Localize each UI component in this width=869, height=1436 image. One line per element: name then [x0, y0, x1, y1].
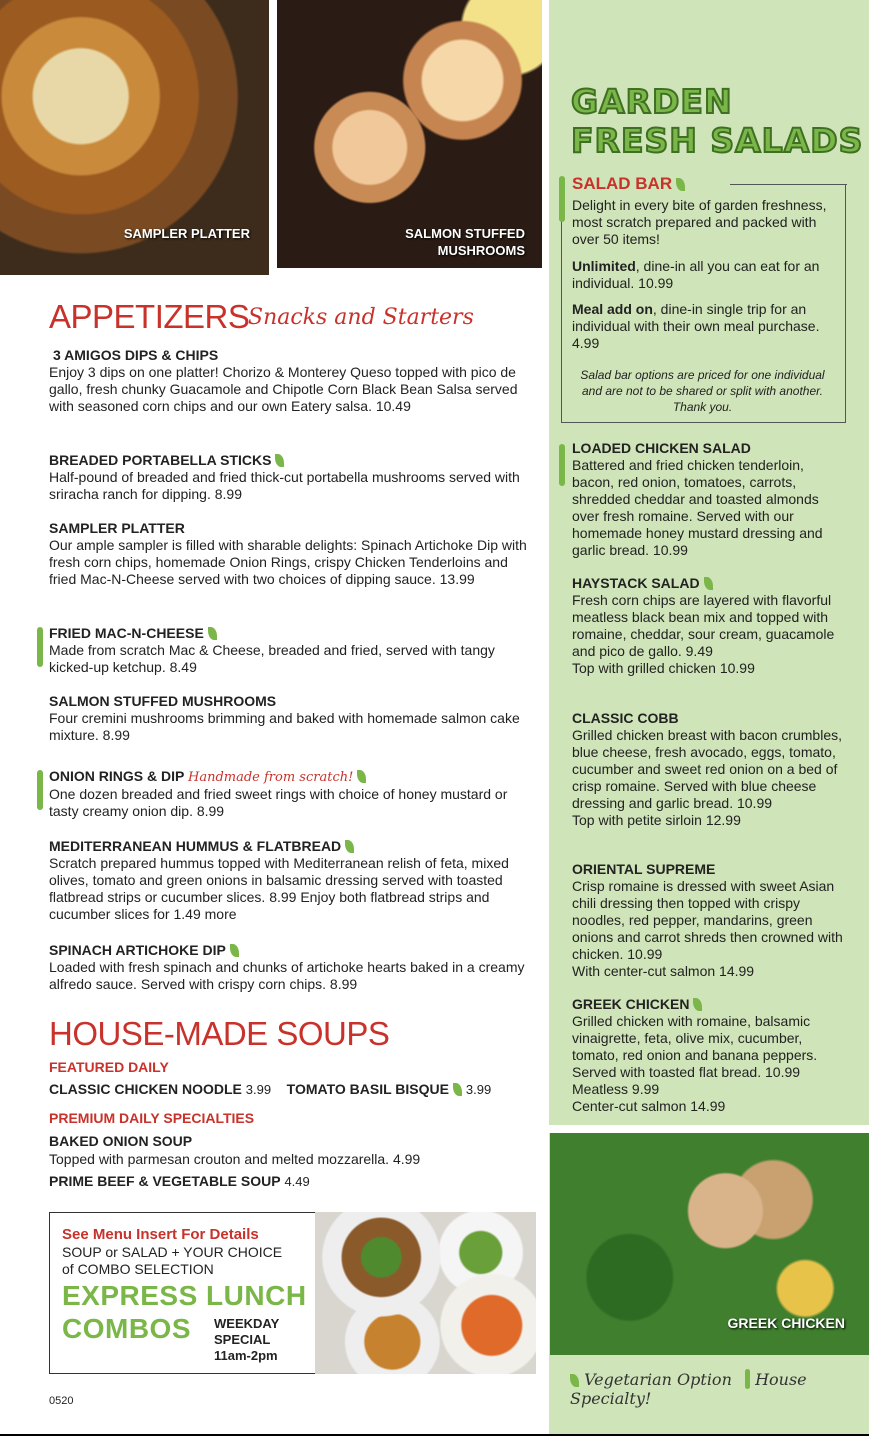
soup-desc: Topped with parmesan crouton and melted mozzarella. 4.99 [49, 1151, 421, 1167]
vegetarian-leaf-icon [676, 178, 685, 191]
item-desc: Grilled chicken breast with bacon crumbles, blue cheese, fresh avocado, eggs, tomato, cucumber and sweet red onion on a bed of crisp romaine. Served with blue cheese dressing and garlic bread. 10.99 [572, 727, 843, 811]
item-name: 3 AMIGOS DIPS & CHIPS [53, 347, 219, 363]
menu-item [49, 838, 529, 923]
house-specialty-fork-icon [745, 1369, 750, 1389]
featured-soups [49, 1081, 539, 1097]
greek-chicken-photo [550, 1133, 869, 1355]
salad-item [572, 575, 847, 677]
vegetarian-leaf-icon [345, 840, 354, 853]
item-desc: Crisp romaine is dressed with sweet Asian chili dressing then topped with crispy noodles, red pepper, mandarins, green onions and carrot shreds then crowned with chicken. 10.99 [572, 878, 843, 962]
soup-price: 4.49 [284, 1174, 310, 1189]
soup-name: PRIME BEEF & VEGETABLE SOUP [49, 1173, 281, 1189]
label: Unlimited [572, 258, 636, 274]
combo-insert: See Menu Insert For Details [62, 1226, 259, 1243]
item-name: HAYSTACK SALAD [572, 575, 700, 591]
soups-title: HOUSE-MADE SOUPS [49, 1015, 390, 1052]
vegetarian-leaf-icon [693, 998, 702, 1011]
divider [549, 1125, 869, 1133]
appetizers-subtitle: Snacks and Starters [248, 305, 474, 330]
item-desc: One dozen breaded and fried sweet rings with choice of honey mustard or tasty creamy onion dip. 8.99 [49, 786, 508, 819]
vegetarian-leaf-icon [570, 1374, 579, 1387]
item-desc: Delight in every bite of garden freshness, most scratch prepared and packed with over 50 items! [572, 197, 827, 247]
item-desc: Loaded with fresh spinach and chunks of artichoke hearts baked in a creamy alfredo sauce. Served with crispy corn chips. 8.99 [49, 959, 525, 992]
item-name: LOADED CHICKEN SALAD [572, 440, 751, 456]
vegetarian-leaf-icon [208, 627, 217, 640]
menu-item [49, 625, 529, 676]
salad-bar-title [572, 175, 847, 192]
house-specialty-fork-icon [37, 770, 43, 810]
photo-caption: SAMPLER PLATTER [123, 226, 250, 241]
combo-photo [315, 1212, 536, 1374]
legend-house: House Specialty! [570, 1370, 807, 1408]
weekday-line: WEEKDAY [214, 1316, 280, 1331]
item-desc [572, 301, 837, 352]
soup-price: 3.99 [465, 1082, 492, 1097]
menu-item [49, 347, 529, 415]
combo-line: SOUP or SALAD + YOUR CHOICE [62, 1244, 283, 1260]
item-extra: With center-cut salmon 14.99 [572, 963, 755, 979]
sampler-platter-photo [0, 0, 269, 275]
soup-name: CLASSIC CHICKEN NOODLE [49, 1081, 242, 1097]
house-specialty-fork-icon [37, 627, 43, 667]
salad-item [572, 710, 847, 829]
item-extra: Top with petite sirloin 12.99 [572, 812, 741, 828]
item-name: FRIED MAC-N-CHEESE [49, 625, 204, 641]
menu-code: 0520 [49, 1395, 74, 1407]
salads-title: GARDEN [571, 82, 733, 121]
desc: , dine-in all you can eat for an individual. 10.99 [572, 258, 820, 291]
menu-item [49, 942, 529, 993]
item-desc: Grilled chicken with romaine, balsamic vinaigrette, feta, olive mix, cucumber, tomato, red onion and banana peppers. Served with toasted flat bread. 10.99 Meatless 9.99 [572, 1013, 818, 1097]
appetizers-title: APPETIZERS [49, 298, 250, 335]
salad-item [572, 996, 847, 1115]
menu-item [49, 520, 529, 588]
item-name: ONION RINGS & DIP [49, 768, 185, 784]
featured-daily-label: FEATURED DAILY [49, 1059, 169, 1075]
vegetarian-leaf-icon [275, 454, 284, 467]
desc: , dine-in single trip for an individual with their own meal purchase. 4.99 [572, 301, 820, 351]
salad-item [572, 440, 847, 559]
item-name: MEDITERRANEAN HUMMUS & FLATBREAD [49, 838, 342, 854]
photo-caption: SALMON STUFFED [405, 226, 525, 241]
combo-heading: COMBOS [62, 1313, 191, 1344]
vegetarian-leaf-icon [357, 770, 366, 783]
photo-caption: GREEK CHICKEN [727, 1315, 845, 1331]
item-desc: Scratch prepared hummus topped with Mediterranean relish of feta, mixed olives, tomato and green onions in balsamic dressing served with toasted flatbread strips or cucumber slices. 8.99 Enjoy both flatbread strips and cucumber slices for 1.49 more [49, 855, 509, 922]
label: Meal add on [572, 301, 653, 317]
combo-line: of COMBO SELECTION [62, 1261, 214, 1277]
item-name: SPINACH ARTICHOKE DIP [49, 942, 226, 958]
item-desc: Four cremini mushrooms brimming and baked with homemade salmon cake mixture. 8.99 [49, 710, 520, 743]
menu-item [49, 693, 529, 744]
photo-caption: MUSHROOMS [437, 243, 525, 258]
item-name: ORIENTAL SUPREME [572, 861, 716, 877]
item-desc: Half-pound of breaded and fried thick-cut portabella mushrooms served with sriracha ranch for dipping. 8.99 [49, 469, 520, 502]
soup-name: BAKED ONION SOUP [49, 1133, 193, 1149]
salad-item [572, 861, 852, 980]
weekday-line: SPECIAL [214, 1332, 271, 1347]
handmade-note: Handmade from scratch! [187, 770, 354, 785]
salad-bar-note: Salad bar options are priced for one individual and are not to be shared or split with another. Thank you. [580, 368, 825, 414]
item-desc: Made from scratch Mac & Cheese, breaded and fried, served with tangy kicked-up ketchup. 8.49 [49, 642, 495, 675]
item-desc: Enjoy 3 dips on one platter! Chorizo & Monterey Queso topped with pico de gallo, fresh chunky Guacamole and Chipotle Corn Black Bean Salsa served with seasoned corn chips and our own Eatery salsa. 10.49 [49, 364, 518, 414]
item-name: GREEK CHICKEN [572, 996, 690, 1012]
house-specialty-fork-icon [559, 176, 565, 222]
vegetarian-leaf-icon [453, 1083, 462, 1096]
vegetarian-leaf-icon [704, 577, 713, 590]
soup-line [49, 1173, 310, 1189]
item-name: CLASSIC COBB [572, 710, 679, 726]
salmon-mushrooms-photo [277, 0, 542, 268]
legend [570, 1369, 869, 1408]
item-name: SALAD BAR [572, 174, 673, 193]
item-desc: Our ample sampler is filled with sharable delights: Spinach Artichoke Dip with fresh corn chips, homemade Onion Rings, crispy Chicken Tenderloins and fried Mac-N-Cheese served with two choices of dipping sauce. 13.99 [49, 537, 527, 587]
house-specialty-fork-icon [559, 444, 565, 486]
item-name: BREADED PORTABELLA STICKS [49, 452, 272, 468]
item-desc: Fresh corn chips are layered with flavorful meatless black bean mix and topped with romaine, cheddar, sour cream, guacamole and pico de gallo. 9.49 [572, 592, 835, 659]
item-name: SAMPLER PLATTER [49, 520, 185, 536]
menu-item [49, 452, 529, 503]
premium-label: PREMIUM DAILY SPECIALTIES [49, 1110, 255, 1126]
legend-veg: Vegetarian Option [584, 1370, 732, 1389]
item-desc [572, 258, 837, 292]
weekday-line: 11am-2pm [214, 1348, 278, 1363]
soup-price: 3.99 [245, 1082, 272, 1097]
item-name: SALMON STUFFED MUSHROOMS [49, 693, 277, 709]
combo-heading: EXPRESS LUNCH [62, 1280, 307, 1311]
item-extra: Top with grilled chicken 10.99 [572, 660, 755, 676]
vegetarian-leaf-icon [230, 944, 239, 957]
menu-item [49, 768, 529, 820]
weekday-special [214, 1316, 279, 1364]
item-extra: Center-cut salmon 14.99 [572, 1098, 726, 1114]
soup-name: TOMATO BASIL BISQUE [286, 1081, 449, 1097]
item-desc: Battered and fried chicken tenderloin, bacon, red onion, tomatoes, carrots, shredded cheddar and toasted almonds over fresh romaine. Served with our homemade honey mustard dressing and garlic bread. 10.99 [572, 457, 823, 558]
salads-title: FRESH SALADS [571, 121, 864, 160]
